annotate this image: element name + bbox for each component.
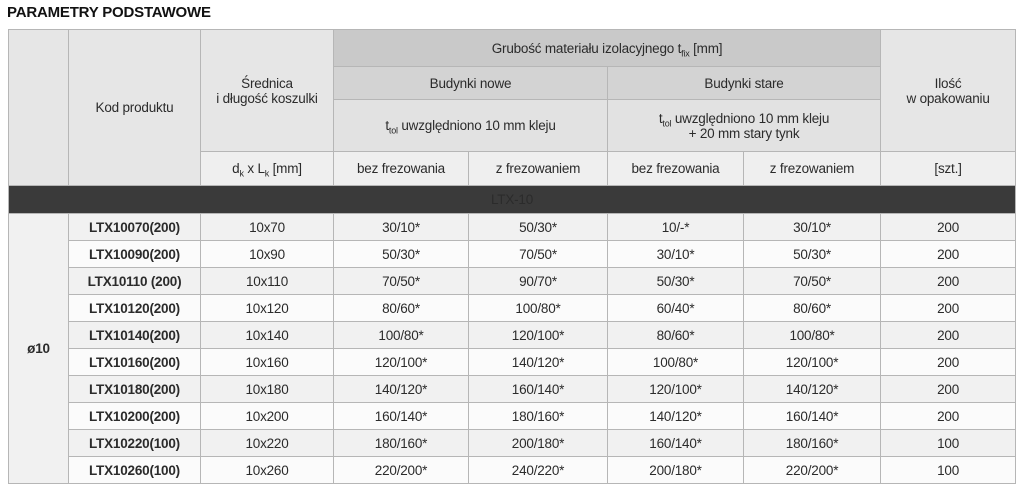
cell-product-code: LTX10110 (200) [69,268,201,295]
cell-new-milling: 100/80* [469,295,608,322]
lk-text: x L [243,161,265,176]
cell-new-milling: 200/180* [469,430,608,457]
product-parameters-table [8,29,1016,484]
diameter-length-line2: i długość koszulki [216,90,318,106]
col-header-new-buildings: Budynki nowe [334,67,608,100]
cell-product-code: LTX10200(200) [69,403,201,430]
table-row [9,349,1016,376]
quantity-line2: w opakowaniu [906,90,990,106]
col-header-quantity [881,30,1016,152]
cell-product-code: LTX10180(200) [69,376,201,403]
cell-quantity: 200 [881,241,1016,268]
col-header-tol-old [608,100,881,152]
cell-new-milling: 50/30* [469,214,608,241]
table-row [9,322,1016,349]
cell-new-no-milling: 50/30* [334,241,469,268]
cell-new-milling: 240/220* [469,457,608,484]
col-header-old-milling: z frezowaniem [744,152,881,186]
col-header-unit-pieces: [szt.] [881,152,1016,186]
col-header-new-no-milling: bez frezowania [334,152,469,186]
cell-quantity: 200 [881,403,1016,430]
cell-new-no-milling: 120/100* [334,349,469,376]
col-header-insulation-thickness [334,30,881,67]
cell-new-no-milling: 30/10* [334,214,469,241]
cell-dimensions: 10x110 [201,268,334,295]
page-title: PARAMETRY PODSTAWOWE [7,4,211,21]
cell-new-no-milling: 220/200* [334,457,469,484]
cell-quantity: 200 [881,322,1016,349]
cell-product-code: LTX10120(200) [69,295,201,322]
cell-product-code: LTX10070(200) [69,214,201,241]
col-header-diameter-length [201,30,334,152]
tol-old-note-line2: + 20 mm stary tynk [688,125,800,141]
series-band-label: LTX-10 [9,186,1016,214]
col-header-old-no-milling: bez frezowania [608,152,744,186]
quantity-line1: Ilość [934,75,962,91]
tol-new-note: uwzględniono 10 mm kleju [397,118,556,133]
cell-quantity: 200 [881,349,1016,376]
cell-dimensions: 10x180 [201,376,334,403]
cell-dimensions: 10x90 [201,241,334,268]
cell-dimensions: 10x140 [201,322,334,349]
insulation-thickness-subscript: fix [681,48,690,59]
cell-new-no-milling: 100/80* [334,322,469,349]
cell-old-no-milling: 120/100* [608,376,744,403]
tol-old-note: uwzględniono 10 mm kleju [671,110,830,126]
cell-dimensions: 10x260 [201,457,334,484]
cell-product-code: LTX10140(200) [69,322,201,349]
cell-old-milling: 180/160* [744,430,881,457]
cell-quantity: 200 [881,295,1016,322]
cell-old-milling: 80/60* [744,295,881,322]
cell-old-milling: 50/30* [744,241,881,268]
tol-new-text: t [385,118,389,133]
cell-quantity: 100 [881,430,1016,457]
cell-new-milling: 70/50* [469,241,608,268]
table-row [9,268,1016,295]
corner-empty-cell [9,30,69,186]
col-header-new-milling: z frezowaniem [469,152,608,186]
dk-lk-unit: [mm] [269,161,302,176]
insulation-thickness-text: Grubość materiału izolacyjnego t [491,40,682,56]
cell-dimensions: 10x220 [201,430,334,457]
cell-dimensions: 10x200 [201,403,334,430]
cell-quantity: 100 [881,457,1016,484]
series-band-row [9,186,1016,214]
cell-quantity: 200 [881,376,1016,403]
header-row-top [9,30,1016,67]
col-header-tol-new [334,100,608,152]
cell-product-code: LTX10220(100) [69,430,201,457]
cell-old-no-milling: 100/80* [608,349,744,376]
cell-old-milling: 160/140* [744,403,881,430]
table-row [9,457,1016,484]
cell-quantity: 200 [881,214,1016,241]
cell-new-milling: 120/100* [469,322,608,349]
cell-old-no-milling: 160/140* [608,430,744,457]
cell-new-no-milling: 140/120* [334,376,469,403]
cell-old-milling: 140/120* [744,376,881,403]
cell-new-milling: 160/140* [469,376,608,403]
table-row [9,214,1016,241]
cell-old-milling: 100/80* [744,322,881,349]
cell-dimensions: 10x160 [201,349,334,376]
cell-dimensions: 10x120 [201,295,334,322]
cell-old-no-milling: 200/180* [608,457,744,484]
cell-new-no-milling: 160/140* [334,403,469,430]
cell-old-milling: 120/100* [744,349,881,376]
cell-old-no-milling: 80/60* [608,322,744,349]
table-row [9,241,1016,268]
dk-text: d [232,161,240,176]
dk-subscript: k [239,168,244,179]
table-row [9,403,1016,430]
insulation-thickness-unit: [mm] [689,40,723,56]
cell-new-milling: 90/70* [469,268,608,295]
diameter-group-label: ø10 [9,214,69,484]
cell-new-no-milling: 180/160* [334,430,469,457]
cell-old-no-milling: 60/40* [608,295,744,322]
cell-old-no-milling: 50/30* [608,268,744,295]
cell-new-no-milling: 70/50* [334,268,469,295]
cell-old-milling: 220/200* [744,457,881,484]
diameter-length-line1: Średnica [241,75,293,91]
cell-product-code: LTX10160(200) [69,349,201,376]
cell-old-no-milling: 10/-* [608,214,744,241]
tol-old-subscript: tol [662,118,672,129]
cell-old-no-milling: 140/120* [608,403,744,430]
col-header-dk-lk [201,152,334,186]
cell-quantity: 200 [881,268,1016,295]
tol-new-subscript: tol [388,125,398,136]
tol-old-text: t [658,110,663,126]
cell-new-no-milling: 80/60* [334,295,469,322]
table-row [9,376,1016,403]
col-header-product-code: Kod produktu [69,30,201,186]
cell-old-no-milling: 30/10* [608,241,744,268]
cell-product-code: LTX10260(100) [69,457,201,484]
cell-old-milling: 70/50* [744,268,881,295]
lk-subscript: k [264,168,270,179]
cell-old-milling: 30/10* [744,214,881,241]
col-header-old-buildings: Budynki stare [608,67,881,100]
table-row [9,295,1016,322]
cell-product-code: LTX10090(200) [69,241,201,268]
cell-dimensions: 10x70 [201,214,334,241]
table-row [9,430,1016,457]
cell-new-milling: 140/120* [469,349,608,376]
cell-new-milling: 180/160* [469,403,608,430]
